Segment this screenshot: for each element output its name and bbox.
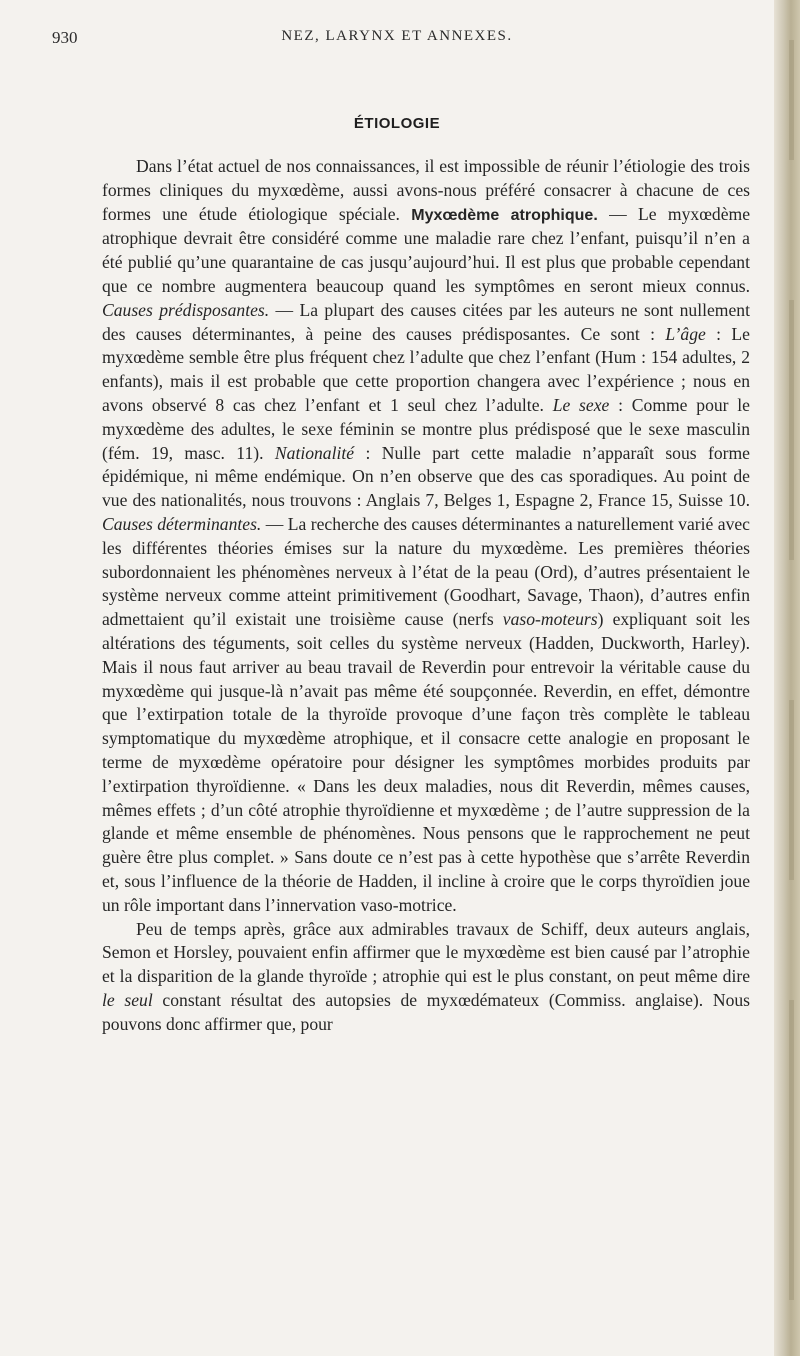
text-run: Dans l’état actuel de nos connaissances, il est impossible de réunir l’étiologie des trois formes cliniques du myxœdème, aussi avons-nous préféré consacrer à chacune de ces formes une étude étiologique spéciale. xyxy=(102,156,750,224)
italic-run: Causes prédisposantes. xyxy=(102,299,270,320)
edge-stripe xyxy=(789,40,794,160)
paragraph-2 xyxy=(102,918,750,1037)
text-run: Peu de temps après, grâce aux admirables travaux de Schiff, deux auteurs anglais, Semon et Horsley, pouvaient enfin affirmer que le myxœdème est bien causé par l’atrophie et la disparition de la glande thyroïde ; atrophie qui est le plus constant, on peut même dire xyxy=(102,918,750,987)
running-title: NEZ, LARYNX ET ANNEXES. xyxy=(281,28,513,44)
text-run: — La recherche des causes déterminantes a naturellement varié avec les différentes théories émises sur la nature du myxœdème. Les premières théories subordonnaient les phénomènes nerveux à l’état de la peau (Ord), d’autres présentaient le système nerveux comme atteint primitivement (Goodhart, Savage, Thaon), d’autres enfin admettaient qu’il existait une troisième cause (nerfs xyxy=(102,513,750,630)
paragraph-1 xyxy=(102,155,750,918)
edge-stripe xyxy=(789,1000,794,1300)
italic-run: vaso-moteurs xyxy=(502,609,598,630)
italic-run: Le sexe xyxy=(552,394,610,415)
italic-run: L’âge xyxy=(665,323,706,344)
section-title: ÉTIOLOGIE xyxy=(353,115,441,132)
edge-stripe xyxy=(789,700,794,880)
text-run: constant résultat des autopsies de myxœdémateux (Commiss. anglaise). Nous pouvons donc affirmer que, pour xyxy=(102,989,751,1034)
italic-run: Causes déterminantes. xyxy=(102,513,262,534)
text-run: : Le myxœdème semble être plus fréquent chez l’adulte que chez l’enfant (Hum : 154 adultes, 2 enfants), mais il est probable que cette proportion changera avec l’expérience ; nous en avons observé 8 cas chez l’enfant et 1 seul chez l’adulte. xyxy=(102,323,750,415)
text-run: : Comme pour le myxœdème des adultes, le sexe féminin se montre plus prédisposé que le sexe masculin (fém. 19, masc. 11). xyxy=(102,394,750,463)
page-number: 930 xyxy=(52,28,78,47)
edge-stripe xyxy=(789,300,794,560)
page-edge-shadow xyxy=(774,0,800,1356)
text-run: ) expliquant soit les altérations des téguments, soit celles du système nerveux (Hadden, Duckworth, Harley). Mais il nous faut arriver au beau travail de Reverdin pour entrevoir la véritable cause du myxœdème qui jusque-là n’avait pas même été soupçonnée. Reverdin, en effet, démontre que l’extirpation totale de la thyroïde provoque d’une façon très complète le tableau symptomatique du myxœdème atrophique, et il consacre cette analogie en proposant le terme de myxœdème opératoire pour désigner les symptômes morbides produits par l’extirpation thyroïdienne. « Dans les deux maladies, nous dit Reverdin, mêmes causes, mêmes effets ; d’un côté atrophie thyroïdienne et myxœdème ; de l’autre suppression de la glande et même ensemble de phénomènes. Nous pensons que le rapprochement ne peut guère être plus complet. » Sans doute ce n’est pas à cette hypothèse que s’arrête Reverdin et, sous l’influence de la théorie de Hadden, il incline à croire que le corps thyroïdien joue un rôle important dans l’innervation vaso-motrice. xyxy=(102,609,750,915)
text-run: — Le myxœdème atrophique devrait être considéré comme une maladie rare chez l’enfant, puisqu’il n’en a été publié qu’une quarantaine de cas jusqu’aujourd’hui. Il est plus que probable cependant que ce nombre augmentera beaucoup quand les symptômes en seront mieux connus. xyxy=(102,203,750,296)
italic-run: Nationalité xyxy=(274,442,355,463)
italic-run: le seul xyxy=(102,989,153,1010)
body-text xyxy=(102,155,750,1036)
text-run: : Nulle part cette maladie n’apparaît sous forme épidémique, ni même endémique. On n’en observe que des cas sporadiques. Au point de vue des nationalités, nous trouvons : Anglais 7, Belges 1, Espagne 2, France 15, Suisse 10. xyxy=(102,442,750,511)
text-run: — La plupart des causes citées par les auteurs ne sont nullement des causes déterminantes, à peine des causes prédisposantes. Ce sont : xyxy=(102,299,750,344)
run-in-heading: Myxœdème atrophique. xyxy=(411,206,598,224)
page-header xyxy=(52,28,742,58)
